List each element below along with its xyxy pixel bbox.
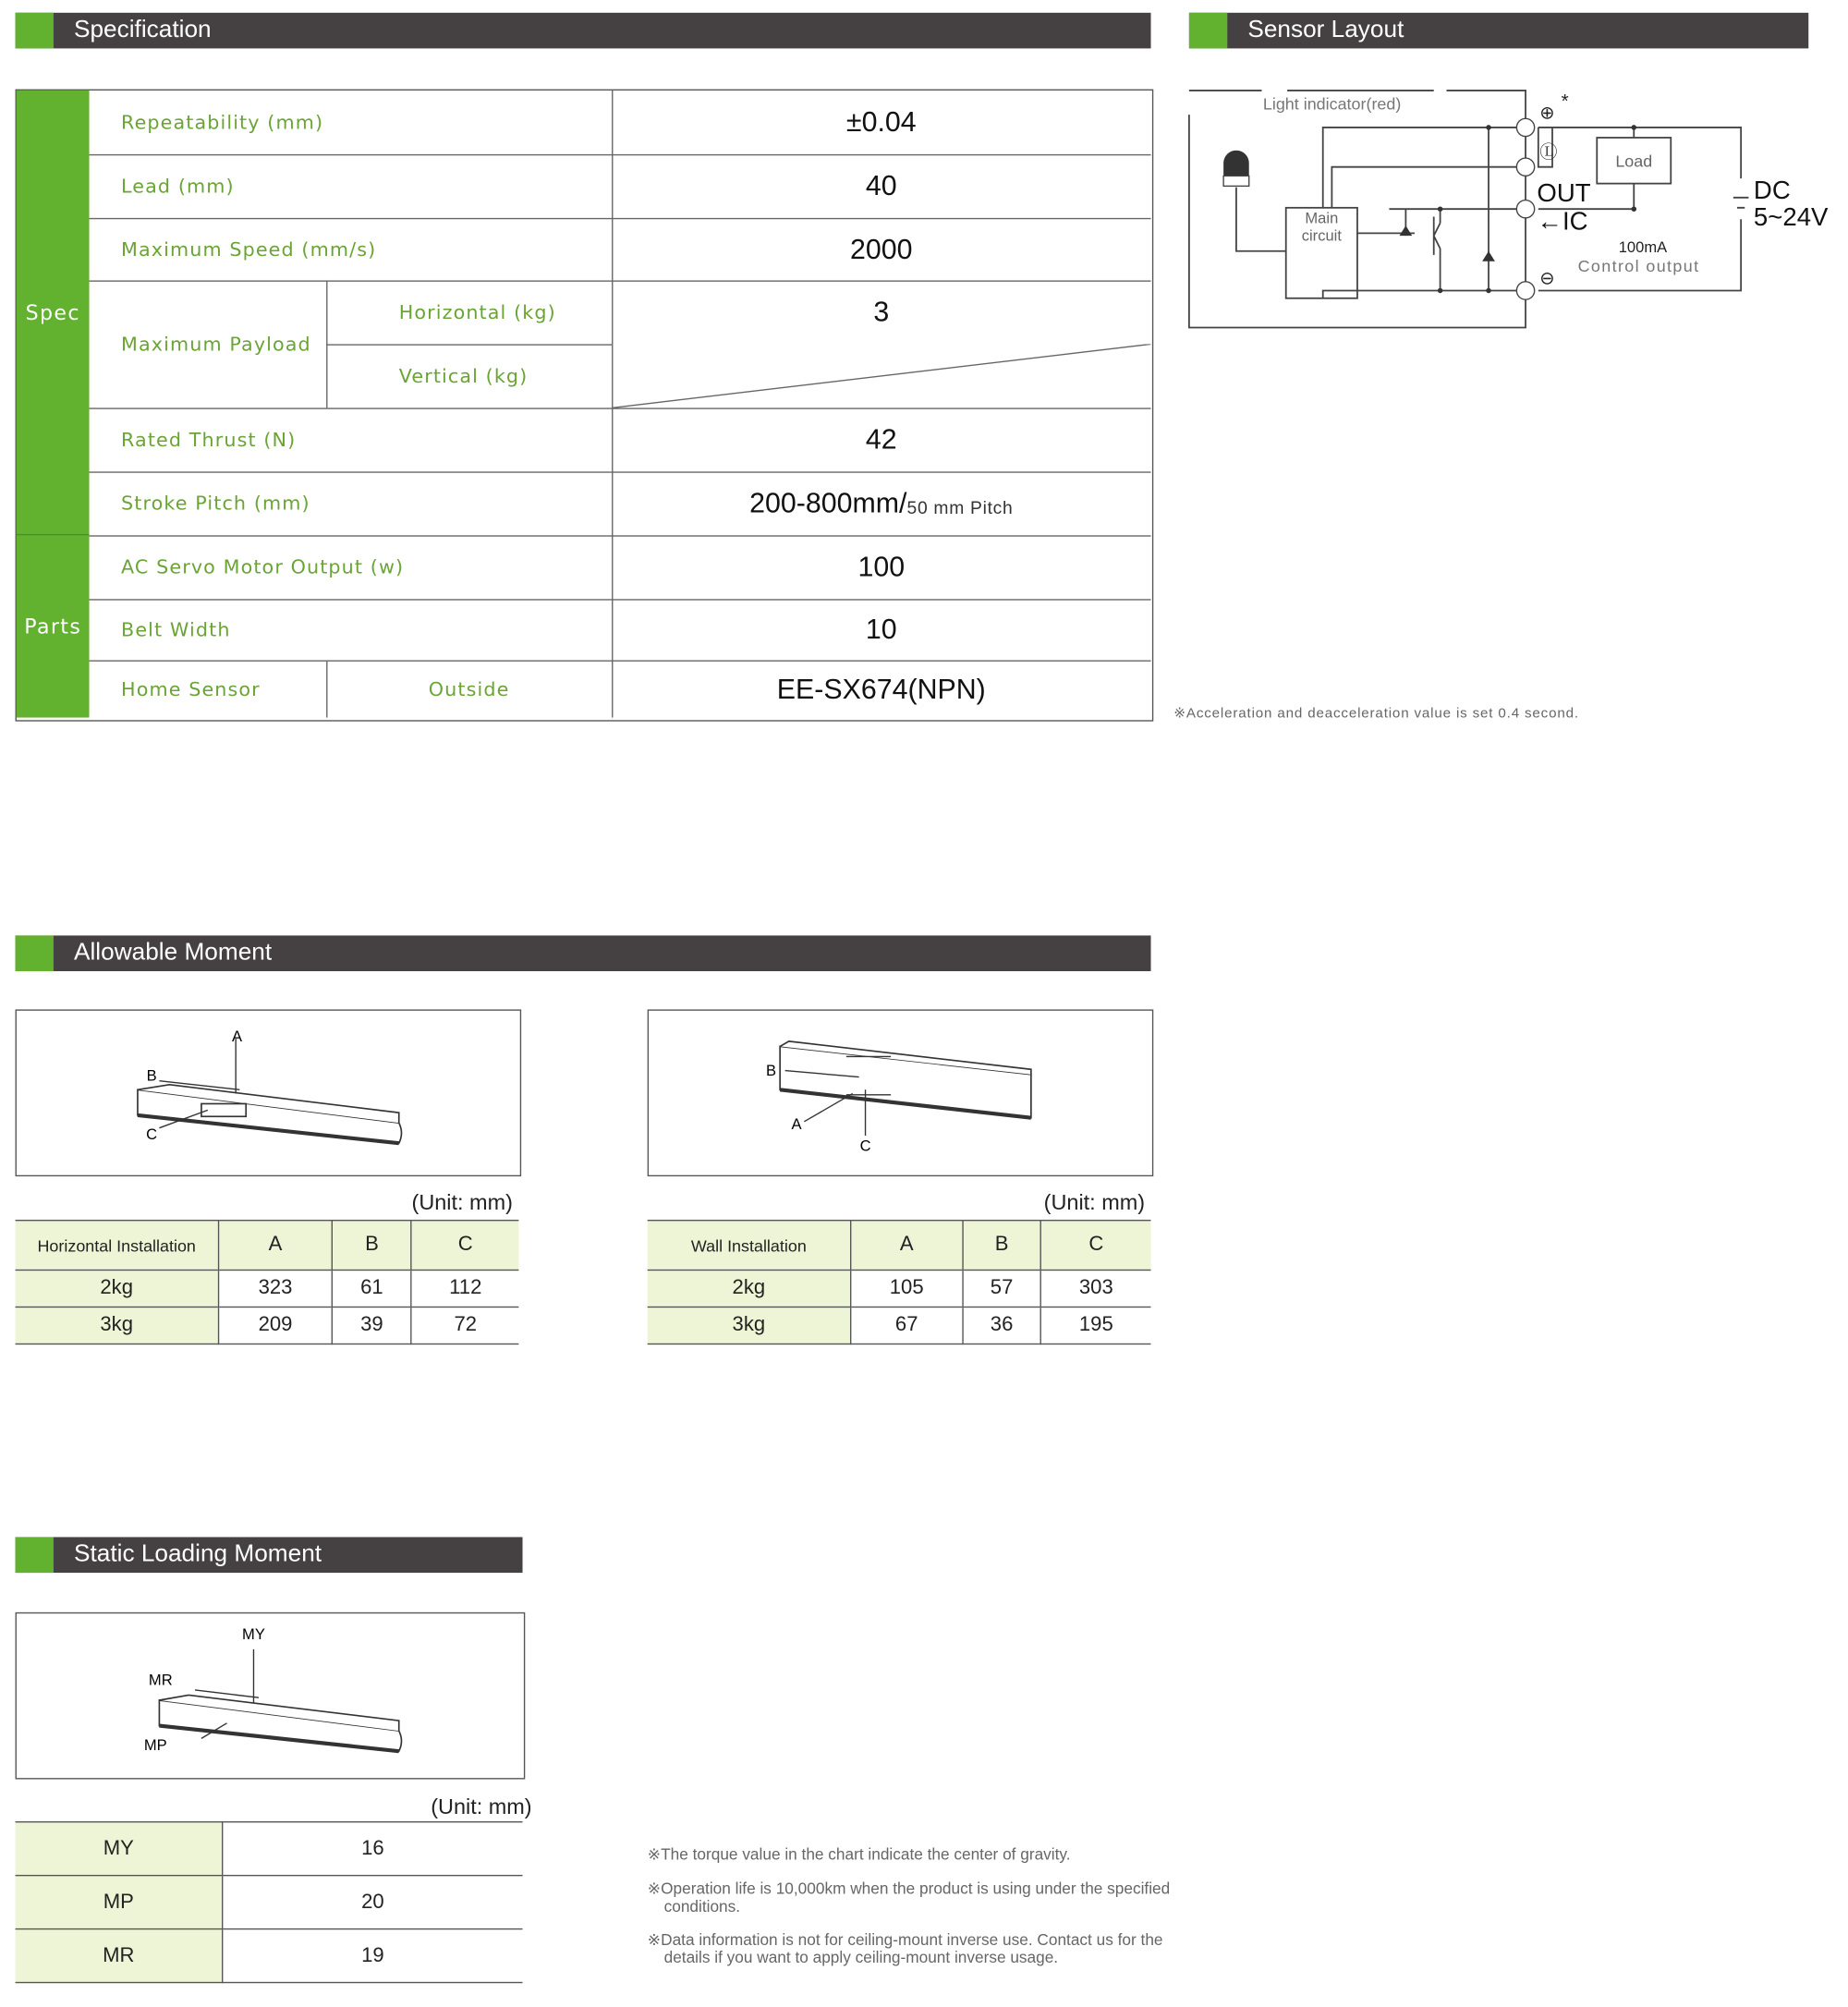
light-indicator-label: Light indicator(red) <box>1262 94 1402 114</box>
stroke-pitch-small: 50 mm Pitch <box>906 496 1014 517</box>
cell: 61 <box>332 1270 411 1307</box>
header-c: C <box>411 1221 518 1271</box>
value-horizontal: 3 <box>873 295 890 328</box>
main-label: Main <box>1305 209 1339 227</box>
dc-label: DC <box>1753 176 1791 205</box>
acceleration-note: ※Acceleration and deacceleration value is set 0.4 second. <box>1173 706 1579 722</box>
note-torque: ※The torque value in the chart indicate the center of gravity. <box>647 1845 1071 1864</box>
unit-label: (Unit: mm) <box>411 1190 513 1215</box>
label-my: MY <box>242 1624 265 1643</box>
sensor-layout-header <box>1189 13 1808 49</box>
wall-installation-figure <box>648 1009 1154 1176</box>
label-mr: MR <box>148 1671 173 1689</box>
label-mp: MP <box>143 1735 167 1754</box>
cell: 20 <box>223 1876 523 1929</box>
section-title: Sensor Layout <box>1247 16 1404 43</box>
static-loading-moment-header <box>16 1537 523 1573</box>
cell: 72 <box>411 1307 518 1344</box>
label-horizontal: Horizontal (kg) <box>398 300 556 324</box>
header-installation: Wall Installation <box>648 1221 851 1271</box>
section-title: Allowable Moment <box>73 939 273 967</box>
cell: 105 <box>851 1270 963 1307</box>
note-operation-life: ※Operation life is 10,000km when the product is using under the specified conditions. <box>647 1879 1171 1916</box>
voltage-label: 5~24V <box>1753 202 1829 232</box>
wall-moment-table <box>648 1220 1151 1344</box>
row-label: 2kg <box>648 1270 851 1307</box>
horizontal-moment-table <box>16 1220 519 1344</box>
label-c: C <box>859 1137 871 1155</box>
cell: 323 <box>219 1270 333 1307</box>
unit-label: (Unit: mm) <box>1043 1190 1146 1215</box>
table-row <box>16 1822 523 1876</box>
label-home-sensor: Home Sensor <box>121 677 261 700</box>
current-label: 100mA <box>1618 238 1668 257</box>
table-row <box>16 1270 519 1307</box>
label-vertical: Vertical (kg) <box>398 364 529 388</box>
table-row <box>16 1307 519 1344</box>
sensor-circuit-diagram <box>1173 77 1848 345</box>
label-lead: Lead (mm) <box>121 174 235 198</box>
header-a: A <box>851 1221 963 1271</box>
horizontal-installation-figure <box>16 1009 522 1176</box>
label-max-speed: Maximum Speed (mm/s) <box>121 237 377 262</box>
specification-table <box>16 90 1154 722</box>
table-row <box>16 1929 523 1983</box>
label-motor-output: AC Servo Motor Output (w) <box>121 555 405 579</box>
static-moment-figure <box>16 1612 526 1780</box>
header-installation: Horizontal Installation <box>16 1221 219 1271</box>
label-repeatability: Repeatability (mm) <box>121 110 324 134</box>
svg-text:⊖: ⊖ <box>1539 269 1555 289</box>
header-b: B <box>332 1221 411 1271</box>
svg-text:Ⓛ: Ⓛ <box>1539 143 1558 164</box>
unit-label: (Unit: mm) <box>431 1794 532 1819</box>
label-belt-width: Belt Width <box>121 617 231 641</box>
value-belt-width: 10 <box>865 613 897 645</box>
cell: 16 <box>223 1822 523 1876</box>
value-max-speed: 2000 <box>850 233 913 265</box>
out-label: OUT <box>1537 177 1591 207</box>
specification-header <box>16 13 1151 49</box>
value-motor-output: 100 <box>857 550 906 583</box>
static-moment-table <box>16 1821 523 1983</box>
row-label: MP <box>16 1876 223 1929</box>
value-home-sensor: EE-SX674(NPN) <box>776 672 986 705</box>
cell: 195 <box>1040 1307 1150 1344</box>
allowable-moment-header <box>16 935 1151 971</box>
table-row <box>648 1270 1151 1307</box>
value-lead: 40 <box>865 169 897 201</box>
cell: 57 <box>963 1270 1041 1307</box>
header-b: B <box>963 1221 1041 1271</box>
section-title: Static Loading Moment <box>73 1540 322 1568</box>
group-parts: Parts <box>24 614 82 639</box>
value-repeatability: ±0.04 <box>845 105 917 138</box>
cell: 303 <box>1040 1270 1150 1307</box>
note-ceiling-mount: ※Data information is not for ceiling-mount inverse use. Contact us for the details if you want to apply ceiling-mount inverse usage. <box>647 1930 1163 1967</box>
row-label: 2kg <box>16 1270 219 1307</box>
header-c: C <box>1040 1221 1150 1271</box>
row-label: 3kg <box>648 1307 851 1344</box>
row-label: 3kg <box>16 1307 219 1344</box>
svg-text:⊕: ⊕ <box>1539 103 1555 124</box>
stroke-range: 200-800mm/ <box>749 486 907 519</box>
circuit-label: circuit <box>1301 226 1342 245</box>
vertical-not-applicable-slash <box>612 344 1150 408</box>
control-output-label: Control output <box>1577 256 1700 275</box>
cell: 19 <box>223 1929 523 1983</box>
cell: 112 <box>411 1270 518 1307</box>
table-row <box>648 1307 1151 1344</box>
table-row <box>16 1876 523 1929</box>
ic-label: ←IC <box>1537 206 1588 236</box>
value-stroke-pitch <box>612 471 1150 535</box>
row-label: MR <box>16 1929 223 1983</box>
cell: 67 <box>851 1307 963 1344</box>
label-rated-thrust: Rated Thrust (N) <box>121 428 297 452</box>
label-b: B <box>146 1066 157 1085</box>
label-stroke-pitch: Stroke Pitch (mm) <box>121 492 310 516</box>
label-a: A <box>232 1027 243 1045</box>
label-b: B <box>765 1062 777 1080</box>
cell: 36 <box>963 1307 1041 1344</box>
cell: 209 <box>219 1307 333 1344</box>
header-a: A <box>219 1221 333 1271</box>
asterisk: * <box>1561 90 1569 112</box>
label-max-payload: Maximum Payload <box>121 332 311 356</box>
section-title: Specification <box>73 16 212 43</box>
row-label: MY <box>16 1822 223 1876</box>
value-rated-thrust: 42 <box>865 422 897 456</box>
group-spec: Spec <box>25 300 80 325</box>
cell: 39 <box>332 1307 411 1344</box>
label-c: C <box>146 1125 158 1144</box>
load-label: Load <box>1615 152 1653 171</box>
label-a: A <box>791 1115 802 1134</box>
label-outside: Outside <box>428 677 510 700</box>
